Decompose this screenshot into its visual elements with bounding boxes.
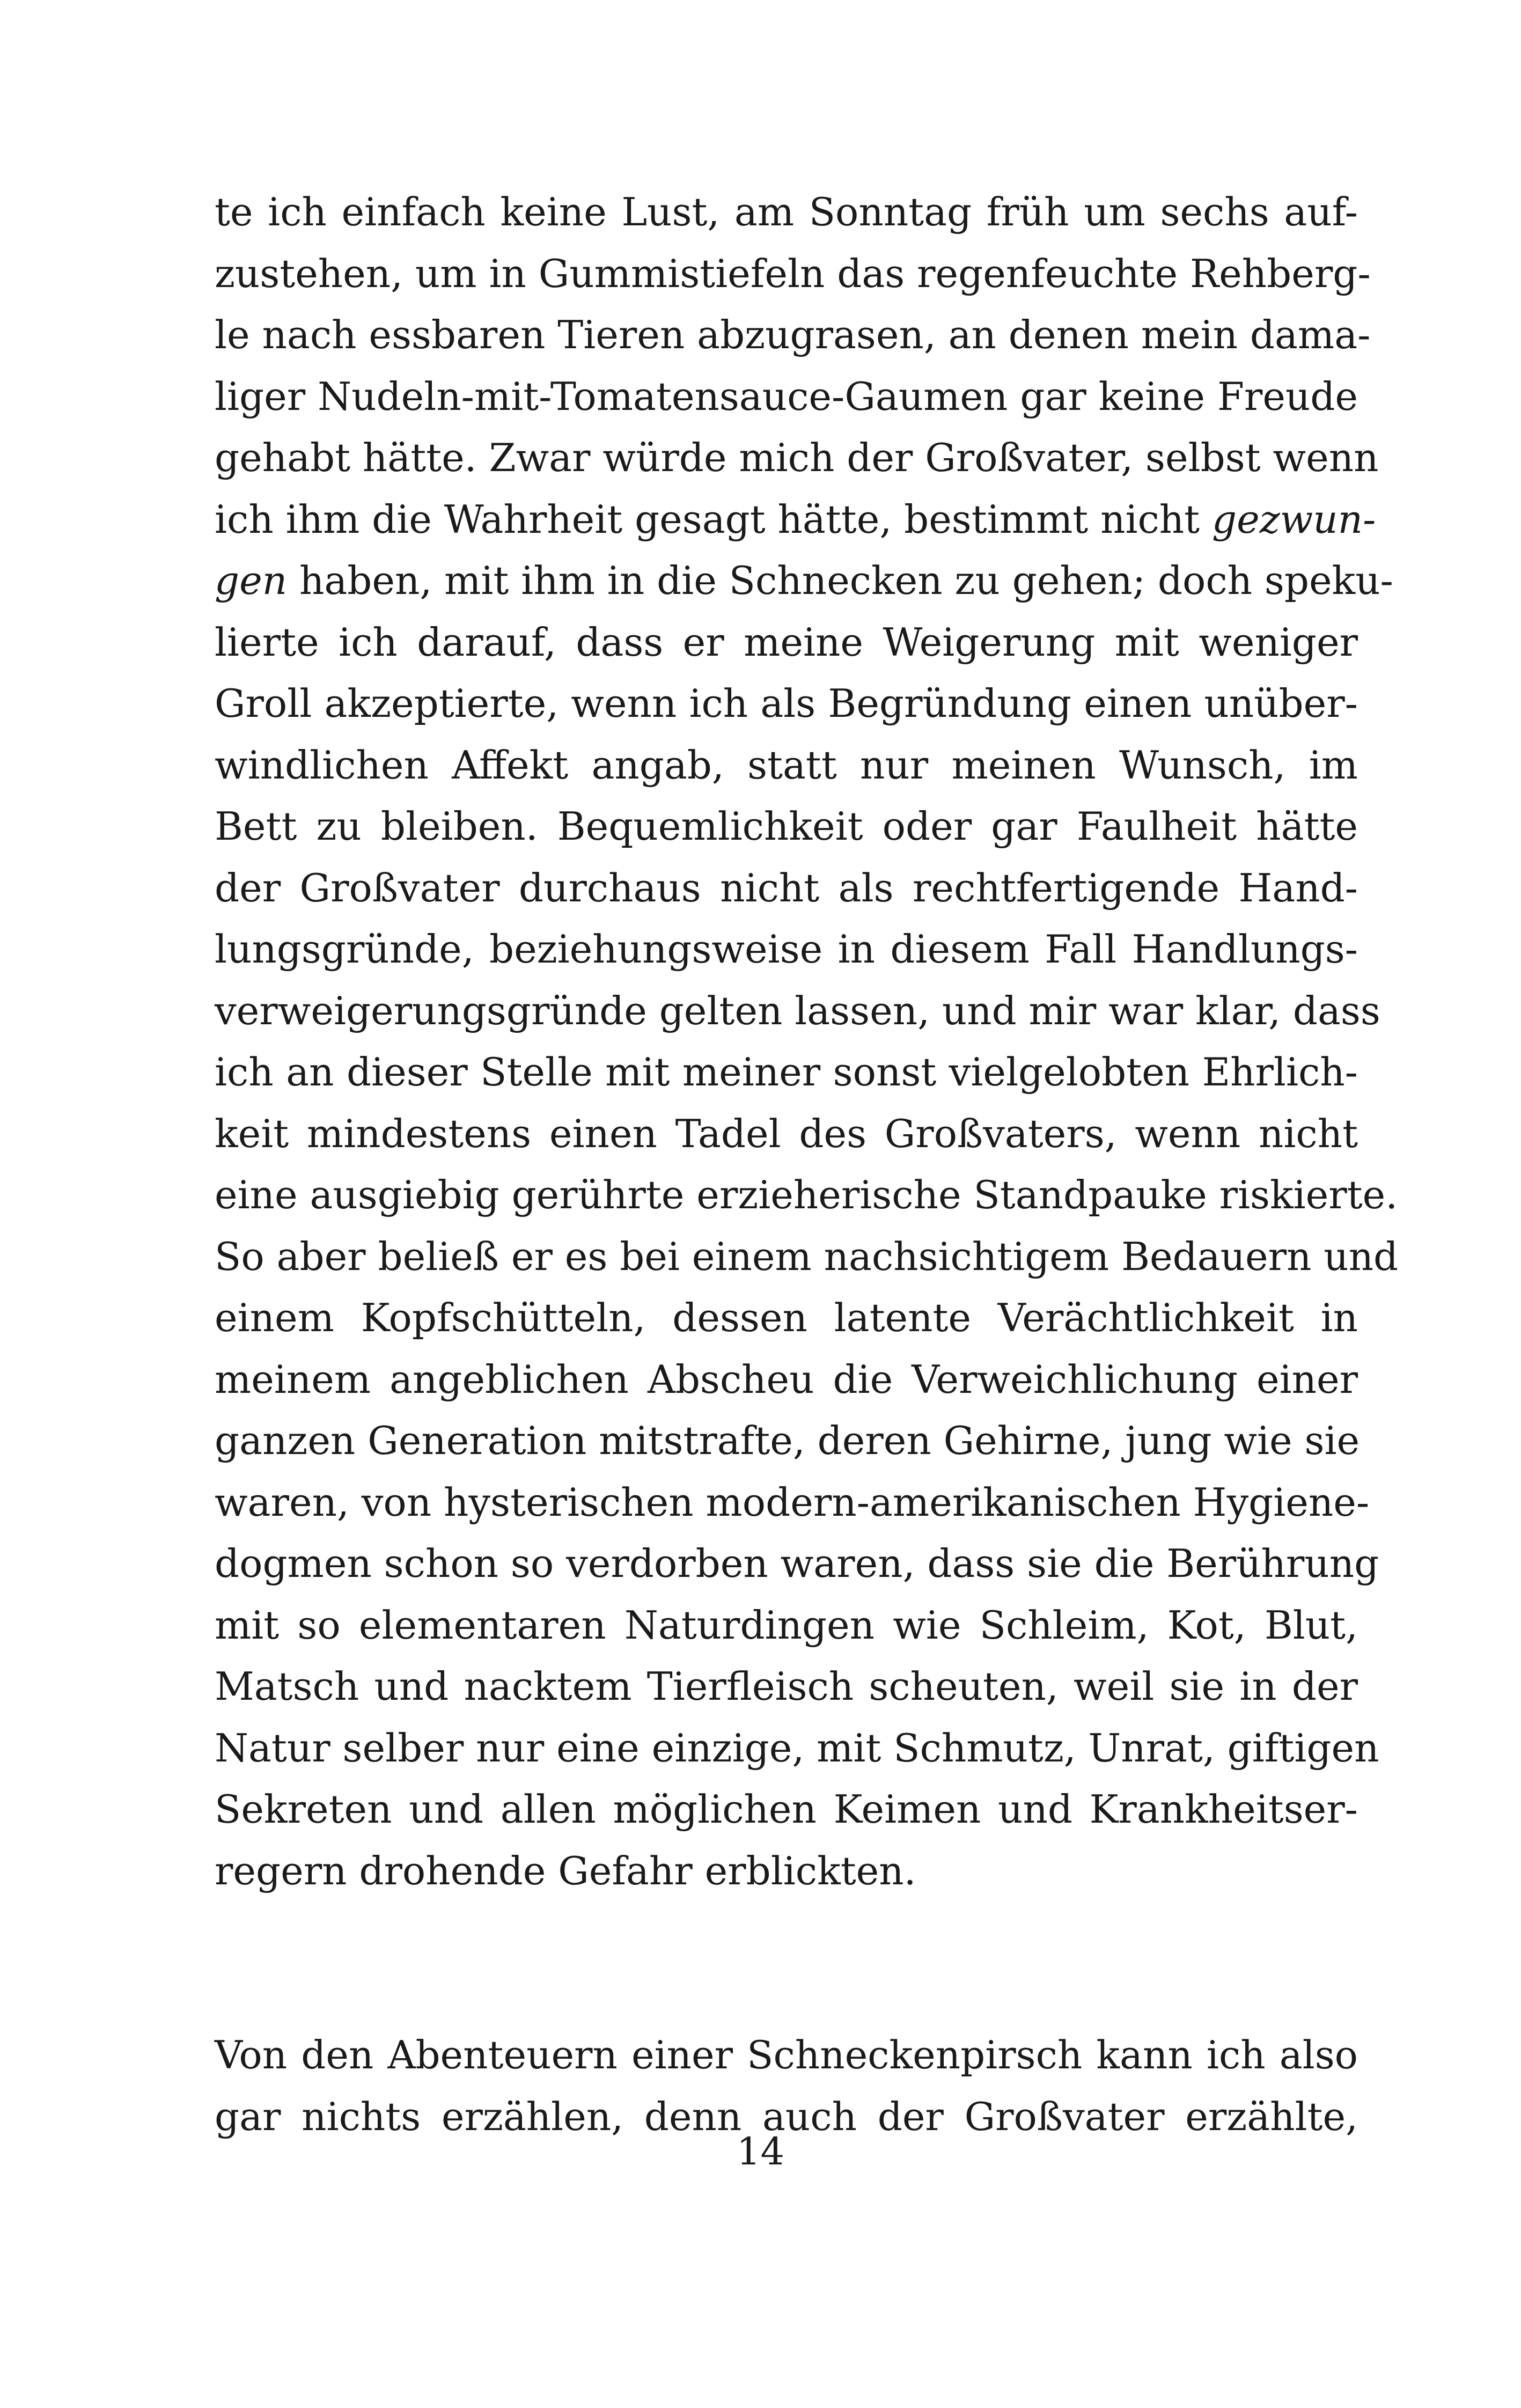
text-line: einem Kopfschütteln, dessen latente Verächtlichkeit in	[215, 1295, 1358, 1340]
text-line: waren, von hysterischen modern-amerikanischen Hygiene-	[215, 1479, 1370, 1525]
text-line: Natur selber nur eine einzige, mit Schmutz, Unrat, giftigen	[215, 1725, 1379, 1771]
paragraph-1	[215, 181, 1399, 1902]
text-line: regern drohende Gefahr erblickten.	[215, 1848, 916, 1893]
body-text	[215, 181, 1399, 2147]
text-line: mit so elementaren Naturdingen wie Schleim, Kot, Blut,	[215, 1602, 1358, 1648]
text-line: gar nichts erzählen, denn auch der Großvater erzählte,	[215, 2094, 1358, 2139]
text-line: der Großvater durchaus nicht als rechtfertigende Hand-	[215, 865, 1358, 911]
text-line: zustehen, um in Gummistiefeln das regenfeuchte Rehberg-	[215, 251, 1371, 296]
text-line: gehabt hätte. Zwar würde mich der Großvater, selbst wenn	[215, 435, 1379, 480]
text-line: Bett zu bleiben. Bequemlichkeit oder gar Faulheit hätte	[215, 804, 1358, 849]
emphasis-text: gezwun-	[1212, 496, 1376, 542]
paragraph-gap	[215, 1902, 1358, 2024]
text-line: ich an dieser Stelle mit meiner sonst vielgelobten Ehrlich-	[215, 1049, 1358, 1095]
text-line: dogmen schon so verdorben waren, dass sie die Berührung	[215, 1541, 1379, 1586]
text-line	[215, 550, 1393, 612]
text-line: So aber beließ er es bei einem nachsichtigem Bedauern und	[215, 1234, 1399, 1279]
text-line: Sekreten und allen möglichen Keimen und Krankheitser-	[215, 1787, 1358, 1832]
text-line: windlichen Affekt angab, statt nur meinen Wunsch, im	[215, 742, 1358, 788]
text-line: ganzen Generation mitstrafte, deren Gehirne, jung wie sie	[215, 1418, 1360, 1463]
text-line: le nach essbaren Tieren abzugrasen, an denen mein dama-	[215, 312, 1371, 357]
text-line: te ich einfach keine Lust, am Sonntag früh um sechs auf-	[215, 189, 1358, 234]
emphasis-text: gen	[215, 558, 288, 603]
text-line	[215, 489, 1376, 550]
text-fragment: ich ihm die Wahrheit gesagt hätte, bestimmt nicht	[215, 496, 1212, 542]
text-line: Matsch und nacktem Tierfleisch scheuten, weil sie in der	[215, 1664, 1358, 1709]
text-line: lungsgründe, beziehungsweise in diesem Fall Handlungs-	[215, 927, 1358, 972]
text-line: eine ausgiebig gerührte erzieherische Standpauke riskierte.	[215, 1172, 1398, 1217]
text-line: keit mindestens einen Tadel des Großvaters, wenn nicht	[215, 1111, 1358, 1156]
text-line: meinem angeblichen Abscheu die Verweichlichung einer	[215, 1356, 1358, 1402]
page-number: 14	[736, 2130, 785, 2174]
text-line: Groll akzeptierte, wenn ich als Begründung einen unüber-	[215, 681, 1358, 726]
text-fragment: haben, mit ihm in die Schnecken zu gehen; doch speku-	[287, 558, 1393, 603]
text-line: lierte ich darauf, dass er meine Weigerung mit weniger	[215, 619, 1358, 665]
text-line: liger Nudeln-mit-Tomatensauce-Gaumen gar keine Freude	[215, 373, 1358, 419]
text-line: verweigerungsgründe gelten lassen, und mir war klar, dass	[215, 988, 1380, 1033]
text-line: Von den Abenteuern einer Schneckenpirsch kann ich also	[215, 2032, 1358, 2077]
